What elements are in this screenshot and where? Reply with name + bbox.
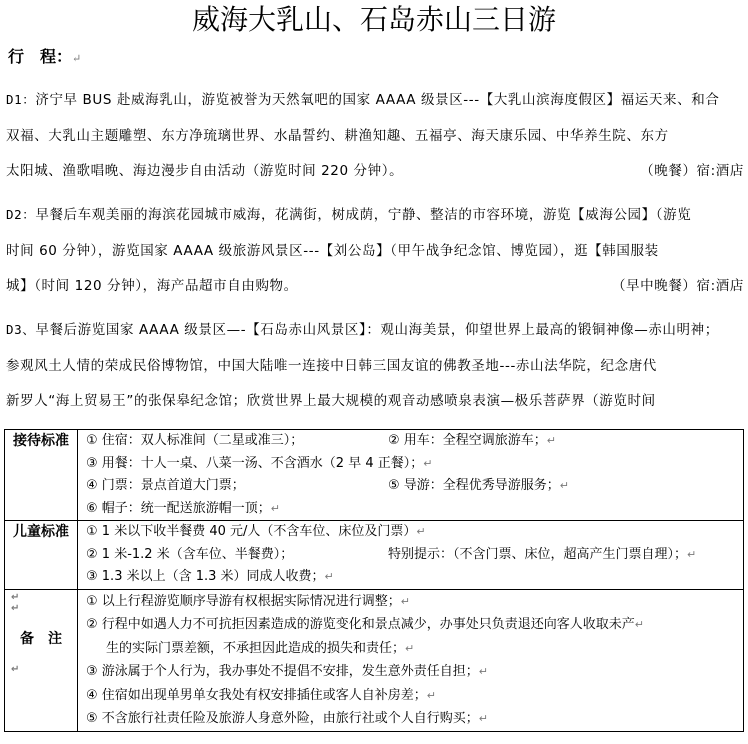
day-label: D3、 xyxy=(6,322,36,337)
reception-line-text: ② 用车：全程空调旅游车； xyxy=(388,433,547,448)
paragraph-mark-icon: ↵ xyxy=(11,663,20,675)
note-line xyxy=(78,637,743,661)
reception-line-text: ⑥ 帽子：统一配送旅游帽一顶； xyxy=(86,500,271,516)
notes-content xyxy=(78,589,744,731)
day-text: 济宁早 BUS 赴威海乳山，游览被誉为天然氧吧的国家 AAAA 级景区---【大乳山滨海度假区】福运天来、和合 双福、大乳山主题雕塑、东方净琉璃世界、水晶誓约、耕渔知趣、五福亭、海天康乐园、中华养生院、东方 太阳城、渔歌唱晚、海边漫步自由活动（游览时间 220 分钟）。 xyxy=(6,92,720,179)
reception-line xyxy=(78,498,743,521)
note-text: ⑤ 不含旅行社责任险及旅游人身意外险，由旅行社或个人自行购买； xyxy=(86,711,479,726)
children-line xyxy=(78,544,743,567)
meals-lodging: （晚餐）宿:酒店 xyxy=(640,163,744,179)
itinerary-heading xyxy=(8,44,81,67)
meals-lodging: （早中晚餐）宿:酒店 xyxy=(611,278,744,294)
children-line-text: ③ 1.3 米以上（含 1.3 米）同成人收费； xyxy=(86,569,325,584)
reception-line xyxy=(78,475,743,498)
note-text: ④ 住宿如出现单男单女我处有权安排插住或客人自补房差； xyxy=(86,687,427,703)
paragraph-mark-icon: ↵ xyxy=(416,525,426,538)
notes-label: 备 注 xyxy=(20,630,62,647)
children-line xyxy=(78,566,743,589)
document-title: 威海大乳山、石岛赤山三日游 xyxy=(191,3,556,36)
reception-label: 接待标准 xyxy=(5,430,78,521)
reception-line xyxy=(78,453,743,476)
day-text: 早餐后游览国家 AAAA 级景区—-【石岛赤山风景区】：观山海美景，仰望世界上最高的锻铜神像—赤山明神； 参观风土人情的荣成民俗博物馆，中国大陆唯一连接中日韩三国友谊的佛教圣地---赤山法华院，纪念唐代 新罗人“海上贸易王”的张保皋纪念馆；欣赏世界上最大规模的观音动感喷泉表演—极乐菩萨界（游览时间 xyxy=(6,322,719,409)
reception-row xyxy=(5,430,744,521)
paragraph-mark-icon: ↵ xyxy=(11,591,20,603)
day-paragraph xyxy=(6,197,744,305)
paragraph-mark-icon: ↵ xyxy=(11,602,20,614)
paragraph-mark-icon: ↵ xyxy=(478,665,489,678)
paragraph-mark-icon: ↵ xyxy=(559,479,570,492)
children-content xyxy=(78,521,744,590)
day-text: 早餐后车观美丽的海滨花园城市威海，花满街，树成荫，宁静、整洁的市容环境，游览【威海公园】（游览 时间 60 分钟），游览国家 AAAA 级旅游风景区---【刘公岛】（甲午战争纪念馆、博览园），逛【韩国服装 城】（时间 120 分钟），海产品超市自由购物。 xyxy=(6,207,692,294)
note-line xyxy=(78,684,743,708)
paragraph-mark-icon: ↵ xyxy=(400,594,411,608)
paragraph-mark-icon: ↵ xyxy=(687,547,697,561)
reception-line xyxy=(78,430,743,453)
note-line xyxy=(78,660,743,684)
reception-line-text: ④ 门票：景点首道大门票； xyxy=(86,478,245,493)
note-line xyxy=(78,707,743,731)
paragraph-mark-icon: ↵ xyxy=(634,618,645,631)
note-text: ③ 游泳属于个人行为，我办事处不提倡不安排，发生意外责任自担； xyxy=(86,664,479,679)
reception-content xyxy=(78,430,744,521)
paragraph-mark-icon: ↵ xyxy=(405,641,415,655)
notes-row xyxy=(5,589,744,731)
children-label: 儿童标准 xyxy=(5,521,78,590)
day-paragraph xyxy=(6,82,744,190)
paragraph-mark-icon: ↵ xyxy=(478,712,489,725)
note-line xyxy=(78,613,743,637)
paragraph-mark-icon: ↵ xyxy=(270,501,281,515)
note-text: ② 行程中如遇人力不可抗拒因素造成的游览变化和景点减少，办事处只负责退还向客人收取未产 xyxy=(86,617,635,632)
note-text: 生的实际门票差额，不承担因此造成的损失和责任； xyxy=(106,640,406,656)
note-text: ① 以上行程游览顺序导游有权根据实际情况进行调整； xyxy=(86,593,401,609)
notes-label-cell xyxy=(5,589,78,731)
note-line xyxy=(78,590,743,614)
day-label: D2： xyxy=(6,207,36,222)
children-line-text: ① 1 米以下收半餐费 40 元/人（不含车位、床位及门票） xyxy=(86,524,417,539)
reception-line-text: ③ 用餐：十人一桌、八菜一汤、不含酒水（2 早 4 正餐）； xyxy=(86,455,424,471)
reception-line-text: ⑤ 导游：全程优秀导游服务； xyxy=(388,478,560,493)
children-line-text: 特别提示：（不含门票、床位，超高产生门票自理）； xyxy=(388,546,688,562)
children-line-text: ② 1 米-1.2 米（含车位、半餐费）； xyxy=(86,546,294,562)
paragraph-mark-icon: ↵ xyxy=(423,456,433,470)
children-row xyxy=(5,521,744,590)
info-table xyxy=(4,429,744,732)
day-paragraph xyxy=(6,312,744,420)
itinerary-heading-text: 行 程： xyxy=(8,47,73,66)
reception-line-text: ① 住宿：双人标准间（二星或准三）； xyxy=(86,433,304,448)
day-label: D1： xyxy=(6,92,36,107)
paragraph-mark-icon: ↵ xyxy=(546,434,557,447)
paragraph-mark-icon: ↵ xyxy=(324,570,334,583)
paragraph-mark-icon: ↵ xyxy=(72,52,82,65)
paragraph-mark-icon: ↵ xyxy=(426,688,437,702)
children-line xyxy=(78,521,743,544)
